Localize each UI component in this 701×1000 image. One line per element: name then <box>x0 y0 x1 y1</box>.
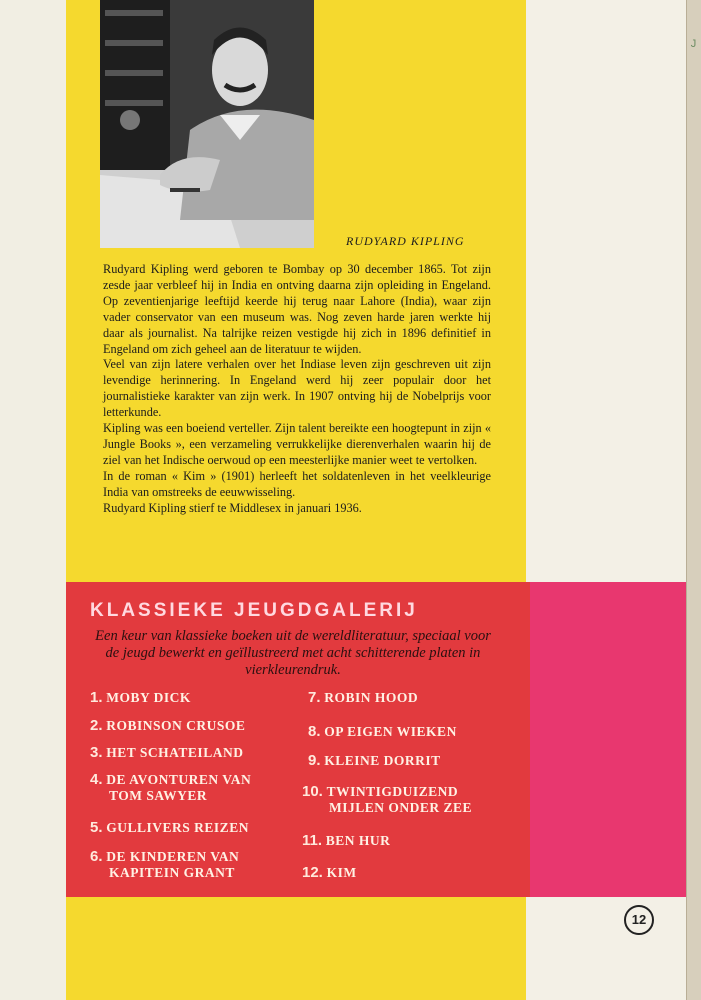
book-item <box>90 820 249 836</box>
book-number: 6. <box>90 848 103 865</box>
bottom-strip <box>0 897 686 1000</box>
book-number: 1. <box>90 689 103 706</box>
portrait-caption: RUDYARD KIPLING <box>346 234 465 248</box>
book-title: MOBY DICK <box>106 690 191 705</box>
book-item <box>90 690 191 706</box>
book-title: DE AVONTUREN VAN <box>106 772 252 787</box>
book-title: OP EIGEN WIEKEN <box>324 724 457 739</box>
volume-number-badge: 12 <box>624 905 654 935</box>
bio-paragraph: Rudyard Kipling stierf te Middlesex in januari 1936. <box>103 500 362 515</box>
spine-text: J <box>690 38 697 50</box>
series-title: KLASSIEKE JEUGDGALERIJ <box>90 600 418 621</box>
book-item <box>308 753 441 769</box>
bio-paragraph: Rudyard Kipling werd geboren te Bombay op 30 december 1865. Tot zijn zesde jaar verbleef hij in India en ontving daarna zijn opleiding in Engeland. Op zeventienjarige leeftijd keerde hij terug naar Lahore (India), waar zijn vader conservator van een museum was. Nog zeven harde jaren werkte hij daar als journalist. Na talrijke reizen vestigde hij zich in 1896 definitief in Engeland om zich geheel aan de literatuur te wijden. <box>103 262 491 356</box>
bio-paragraph: In de roman « Kim » (1901) herleeft het soldatenleven in het veelkleurige India van omstreeks de eeuwwisseling. <box>103 468 491 499</box>
author-portrait <box>100 0 314 248</box>
book-item <box>302 865 357 881</box>
series-description: Een keur van klassieke boeken uit de wereldliteratuur, speciaal voor de jeugd bewerkt en geïllustreerd met acht schitterende platen in vierkleurendruk. <box>95 628 491 678</box>
bio-paragraph: Veel van zijn latere verhalen over het Indiase leven zijn geschreven uit zijn levendige herinnering. In Engeland werd hij zeer populair door het journalistieke karakter van zijn werk. In 1907 ontving hij de Nobelprijs voor letterkunde. <box>103 357 491 420</box>
book-title: ROBINSON CRUSOE <box>106 718 246 733</box>
book-item <box>90 718 245 734</box>
book-title-continued: TOM SAWYER <box>109 788 208 803</box>
book-number: 8. <box>308 723 321 740</box>
book-number: 4. <box>90 771 103 788</box>
book-number: 10. <box>302 783 323 800</box>
book-number: 12. <box>302 864 323 881</box>
book-title-continued: KAPITEIN GRANT <box>109 865 235 880</box>
book-item <box>90 745 243 761</box>
book-item <box>302 833 390 849</box>
book-item <box>302 784 472 816</box>
book-number: 5. <box>90 819 103 836</box>
book-number: 9. <box>308 752 321 769</box>
book-item <box>308 724 457 740</box>
book-title: BEN HUR <box>325 833 391 848</box>
book-title-continued: MIJLEN ONDER ZEE <box>329 800 473 815</box>
book-number: 2. <box>90 717 103 734</box>
left-margin <box>0 0 66 1000</box>
book-number: 7. <box>308 689 321 706</box>
book-spine <box>686 0 701 1000</box>
book-number: 3. <box>90 744 103 761</box>
book-title: HET SCHATEILAND <box>106 745 244 760</box>
book-item <box>90 772 251 804</box>
book-title: TWINTIGDUIZEND <box>326 784 459 799</box>
book-title: KIM <box>326 865 357 880</box>
book-title: KLEINE DORRIT <box>324 753 441 768</box>
book-item <box>90 849 239 881</box>
book-item <box>308 690 418 706</box>
book-number: 11. <box>302 832 323 849</box>
book-title: DE KINDEREN VAN <box>106 849 240 864</box>
book-title: GULLIVERS REIZEN <box>106 820 249 835</box>
author-biography <box>103 262 491 517</box>
book-title: ROBIN HOOD <box>324 690 419 705</box>
bio-paragraph: Kipling was een boeiend verteller. Zijn talent bereikte een hoogtepunt in zijn « Jungle Books », een verzameling verrukkelijke dierenverhalen waarin hij de ziel van het Indische oerwoud op een meesterlijke manier weet te vertolken. <box>103 421 491 467</box>
